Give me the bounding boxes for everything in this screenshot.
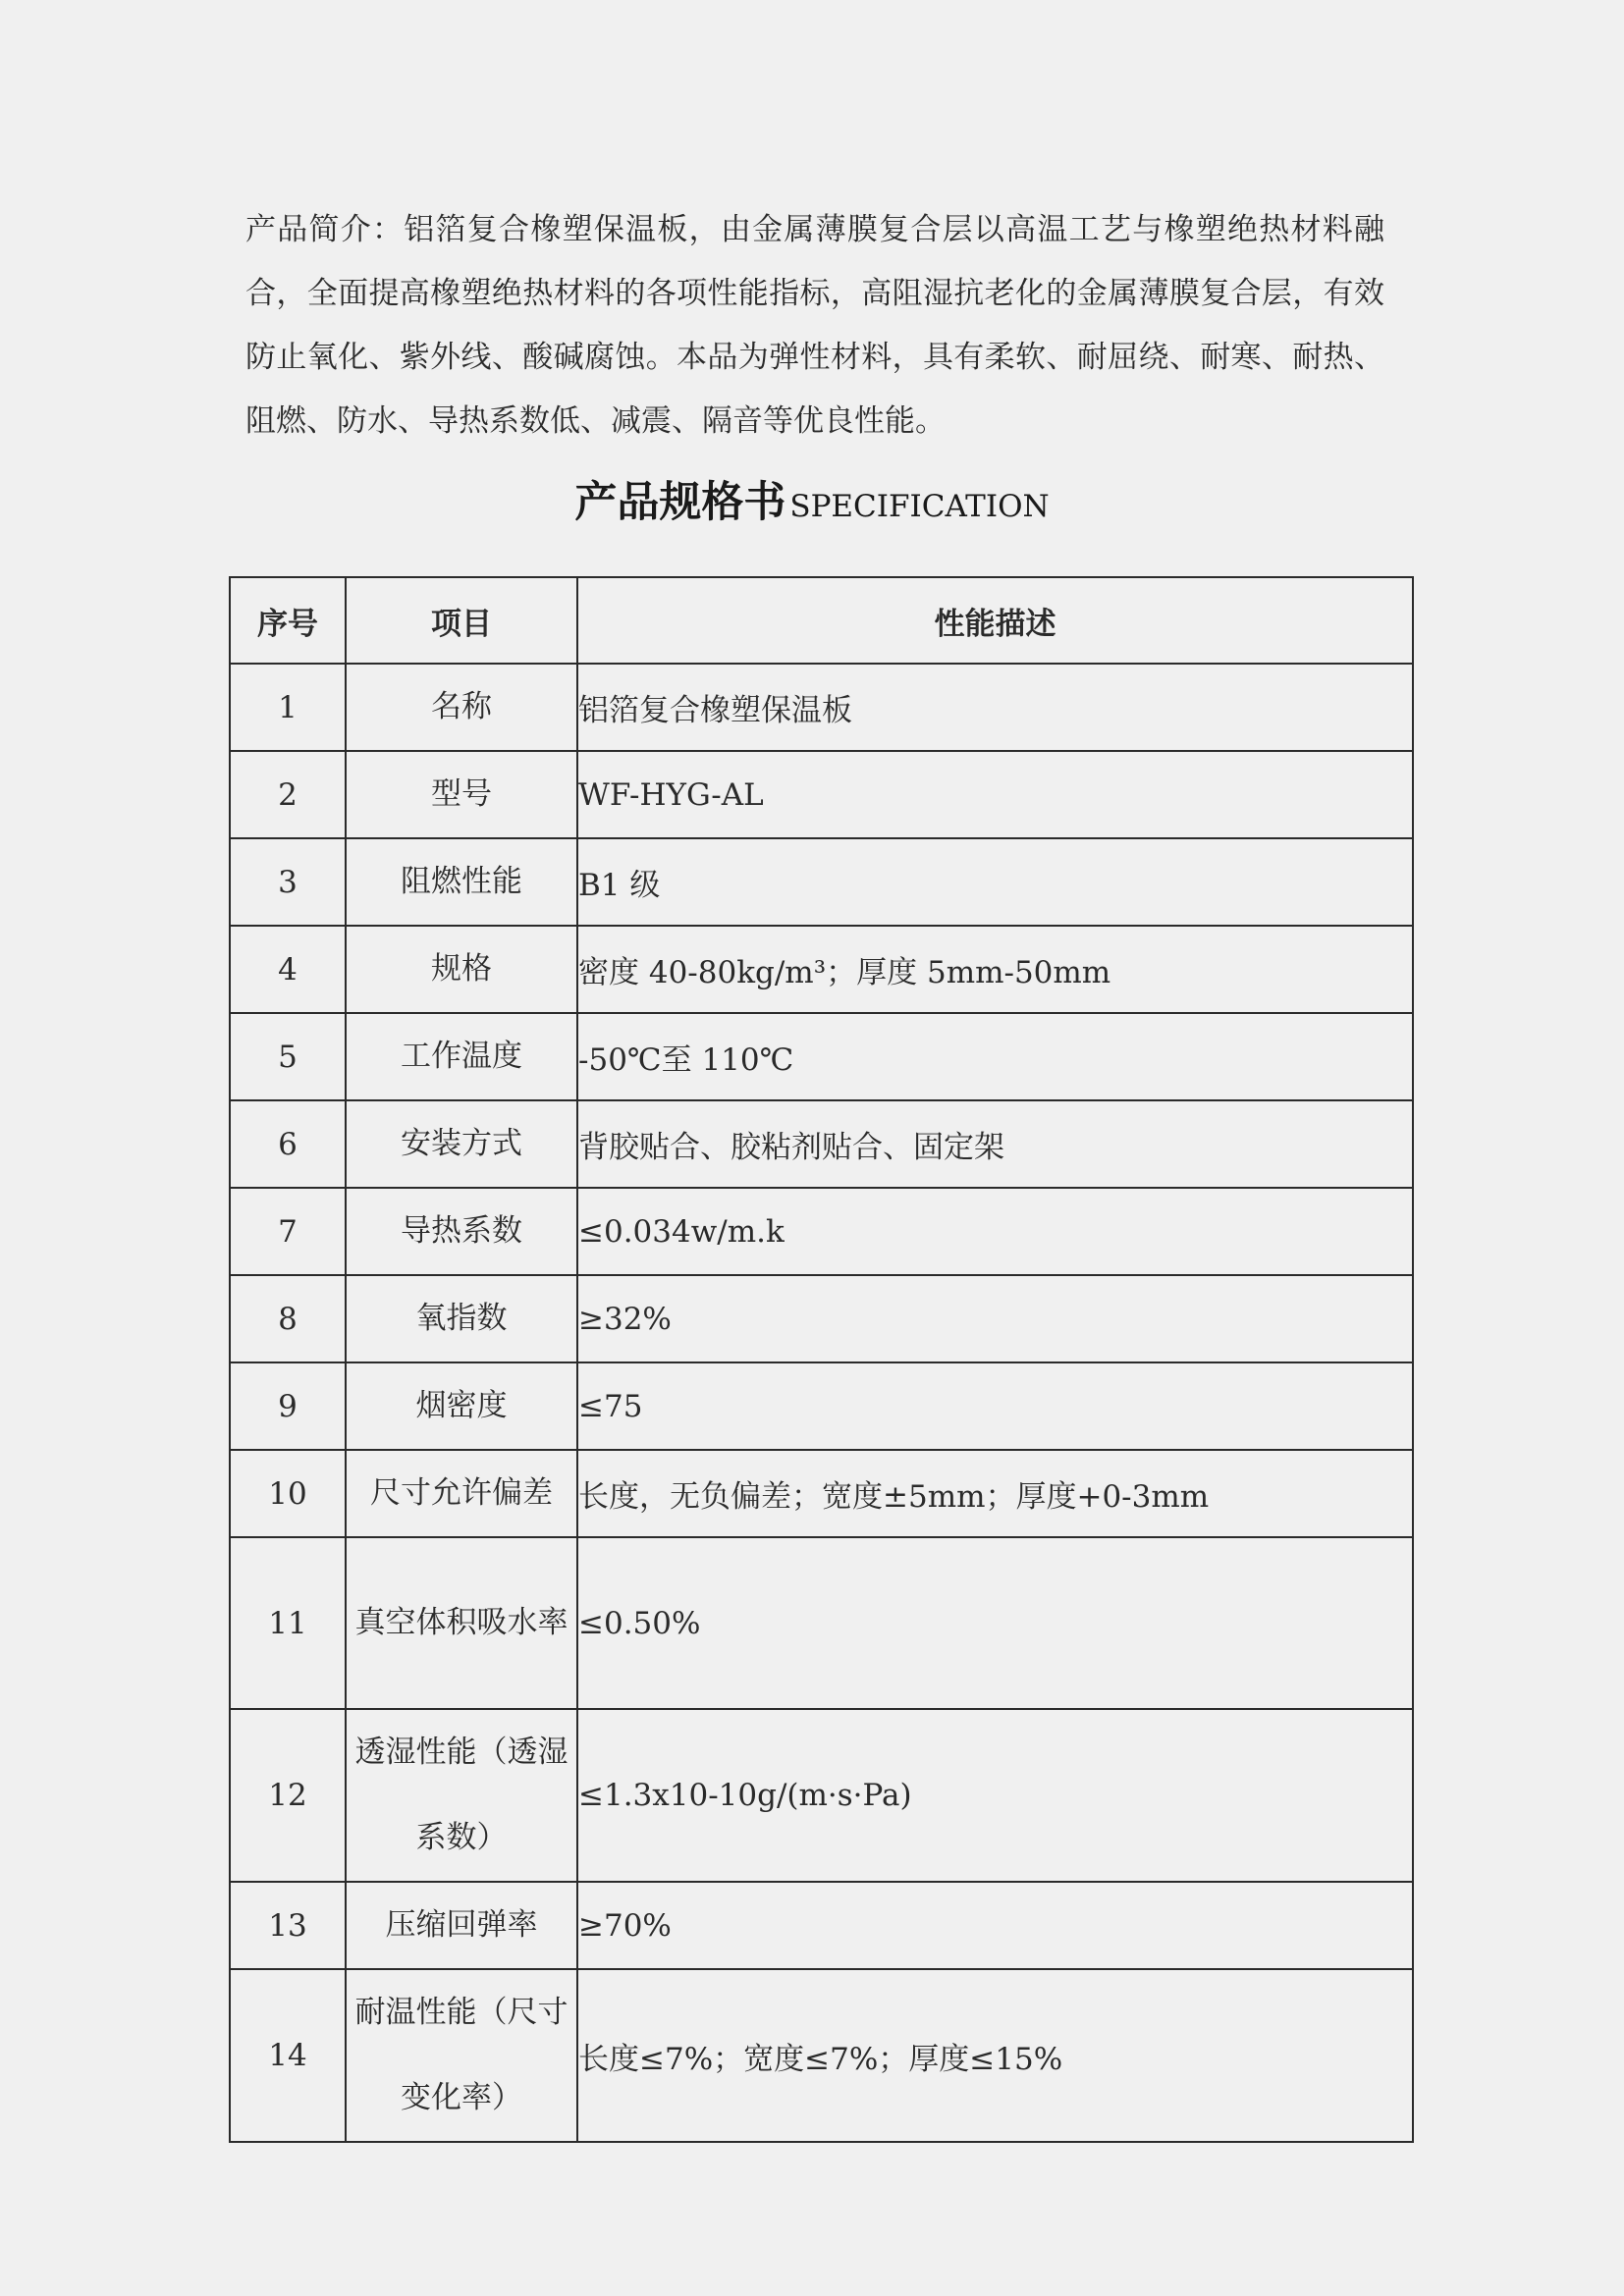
row-item: 导热系数 bbox=[346, 1188, 577, 1275]
row-desc: B1 级 bbox=[577, 838, 1413, 926]
table-row bbox=[230, 1882, 1413, 1969]
row-no: 3 bbox=[230, 838, 346, 926]
row-item: 阻燃性能 bbox=[346, 838, 577, 926]
row-item: 安装方式 bbox=[346, 1100, 577, 1188]
header-desc: 性能描述 bbox=[577, 577, 1413, 664]
row-desc: ≤0.50% bbox=[577, 1537, 1413, 1709]
row-item: 耐温性能（尺寸变化率） bbox=[346, 1969, 577, 2142]
row-item: 烟密度 bbox=[346, 1362, 577, 1450]
table-row bbox=[230, 838, 1413, 926]
row-desc: ≤0.034w/m.k bbox=[577, 1188, 1413, 1275]
spec-title-en: SPECIFICATION bbox=[789, 489, 1050, 524]
row-desc: 长度≤7%；宽度≤7%；厚度≤15% bbox=[577, 1969, 1413, 2142]
table-header-row bbox=[230, 577, 1413, 664]
row-no: 14 bbox=[230, 1969, 346, 2142]
row-desc: 长度，无负偏差；宽度±5mm；厚度+0-3mm bbox=[577, 1450, 1413, 1537]
row-desc: ≤1.3x10-10g/(m·s·Pa) bbox=[577, 1709, 1413, 1882]
row-desc: 密度 40-80kg/m³；厚度 5mm-50mm bbox=[577, 926, 1413, 1013]
row-no: 10 bbox=[230, 1450, 346, 1537]
row-item: 压缩回弹率 bbox=[346, 1882, 577, 1969]
table-row bbox=[230, 1450, 1413, 1537]
row-desc: 铝箔复合橡塑保温板 bbox=[577, 664, 1413, 751]
spec-title bbox=[0, 469, 1624, 538]
row-item: 名称 bbox=[346, 664, 577, 751]
table-row bbox=[230, 1537, 1413, 1709]
row-item: 透湿性能（透湿系数） bbox=[346, 1709, 577, 1882]
row-desc: WF-HYG-AL bbox=[577, 751, 1413, 838]
row-no: 8 bbox=[230, 1275, 346, 1362]
table-row bbox=[230, 926, 1413, 1013]
row-no: 7 bbox=[230, 1188, 346, 1275]
row-item: 氧指数 bbox=[346, 1275, 577, 1362]
row-no: 1 bbox=[230, 664, 346, 751]
row-no: 2 bbox=[230, 751, 346, 838]
row-item: 规格 bbox=[346, 926, 577, 1013]
table-row bbox=[230, 1100, 1413, 1188]
spec-title-cn: 产品规格书 bbox=[574, 478, 786, 527]
row-no: 5 bbox=[230, 1013, 346, 1100]
row-item: 工作温度 bbox=[346, 1013, 577, 1100]
table-row bbox=[230, 1969, 1413, 2142]
row-item: 真空体积吸水率 bbox=[346, 1537, 577, 1709]
table-row bbox=[230, 751, 1413, 838]
row-no: 6 bbox=[230, 1100, 346, 1188]
table-row bbox=[230, 1275, 1413, 1362]
header-item: 项目 bbox=[346, 577, 577, 664]
row-no: 11 bbox=[230, 1537, 346, 1709]
row-no: 12 bbox=[230, 1709, 346, 1882]
header-no: 序号 bbox=[230, 577, 346, 664]
product-intro: 产品简介：铝箔复合橡塑保温板，由金属薄膜复合层以高温工艺与橡塑绝热材料融合，全面提高橡塑绝热材料的各项性能指标，高阻湿抗老化的金属薄膜复合层，有效防止氧化、紫外线、酸碱腐蚀。本品为弹性材料，具有柔软、耐屈绕、耐寒、耐热、阻燃、防水、导热系数低、减震、隔音等优良性能。 bbox=[245, 212, 1384, 439]
table-row bbox=[230, 1709, 1413, 1882]
row-item: 型号 bbox=[346, 751, 577, 838]
row-item: 尺寸允许偏差 bbox=[346, 1450, 577, 1537]
row-desc: 背胶贴合、胶粘剂贴合、固定架 bbox=[577, 1100, 1413, 1188]
table-row bbox=[230, 1188, 1413, 1275]
row-no: 9 bbox=[230, 1362, 346, 1450]
table-row bbox=[230, 664, 1413, 751]
row-desc: ≤75 bbox=[577, 1362, 1413, 1450]
row-desc: ≥32% bbox=[577, 1275, 1413, 1362]
spec-table bbox=[229, 576, 1414, 2143]
row-no: 4 bbox=[230, 926, 346, 1013]
table-row bbox=[230, 1362, 1413, 1450]
row-desc: ≥70% bbox=[577, 1882, 1413, 1969]
row-no: 13 bbox=[230, 1882, 346, 1969]
table-row bbox=[230, 1013, 1413, 1100]
row-desc: -50℃至 110℃ bbox=[577, 1013, 1413, 1100]
